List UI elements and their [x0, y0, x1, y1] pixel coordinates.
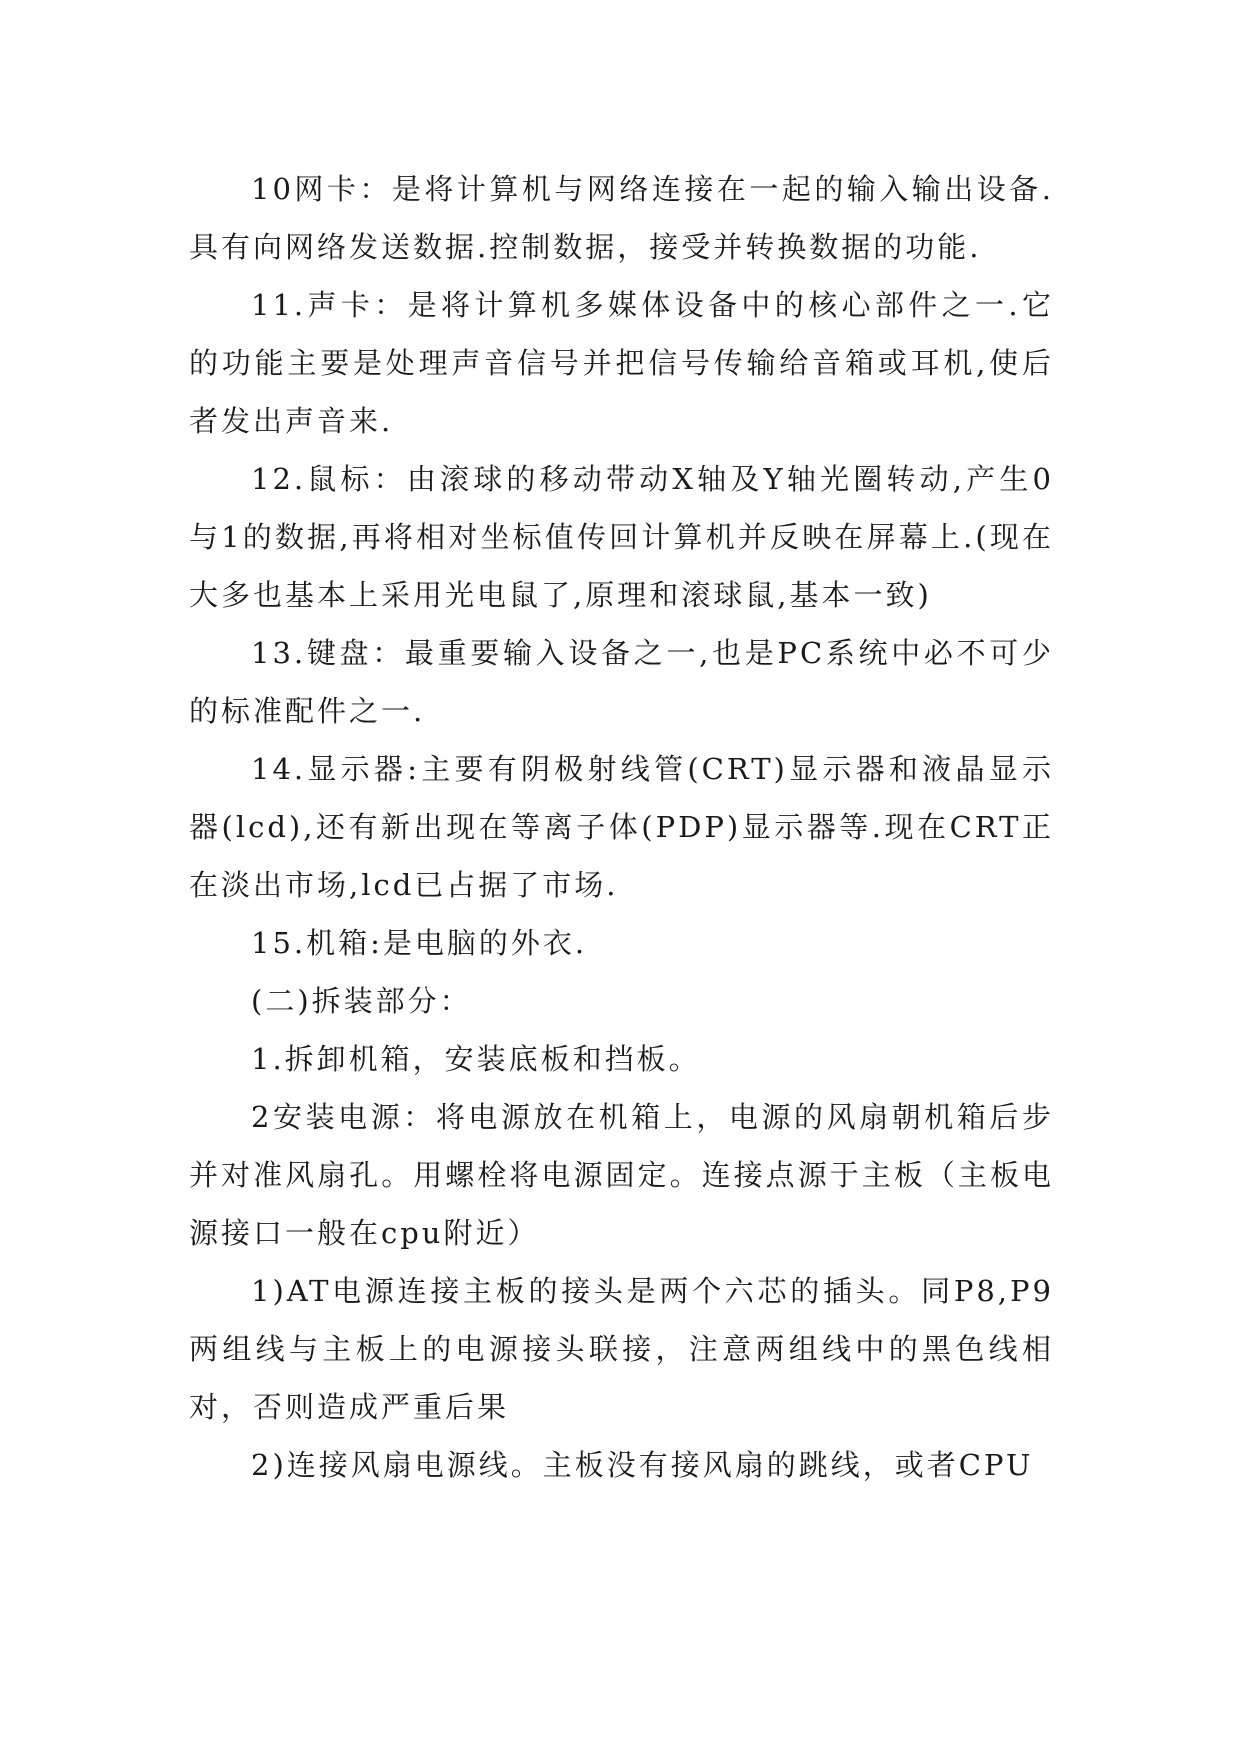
paragraph-substep-2-fan-power: 2)连接风扇电源线。主板没有接风扇的跳线，或者CPU — [251, 1448, 1034, 1482]
paragraph-step-1: 1.拆卸机箱，安装底板和挡板。 — [251, 1042, 701, 1076]
paragraph-chassis: 15.机箱:是电脑的外衣. — [251, 926, 588, 960]
paragraph-monitor: 14.显示器:主要有阴极射线管(CRT)显示器和液晶显示器(lcd),还有新出现在等离子体(PDP)显示器等.现在CRT正在淡出市场,lcd已占据了市场. — [189, 752, 1054, 902]
paragraph-sound-card: 11.声卡：是将计算机多媒体设备中的核心部件之一.它的功能主要是处理声音信号并把信号传输给音箱或耳机,使后者发出声音来. — [189, 288, 1054, 438]
paragraph-substep-1-at-power: 1)AT电源连接主板的接头是两个六芯的插头。同P8,P9两组线与主板上的电源接头联接，注意两组线中的黑色线相对，否则造成严重后果 — [189, 1274, 1054, 1424]
paragraph-keyboard: 13.键盘：最重要输入设备之一,也是PC系统中必不可少的标准配件之一. — [189, 636, 1054, 728]
paragraph-mouse: 12.鼠标：由滚球的移动带动X轴及Y轴光圈转动,产生0与1的数据,再将相对坐标值传回计算机并反映在屏幕上.(现在大多也基本上采用光电鼠了,原理和滚球鼠,基本一致) — [189, 462, 1054, 612]
section-heading-disassembly: (二)拆装部分： — [251, 984, 472, 1018]
paragraph-network-card: 10网卡：是将计算机与网络连接在一起的输入输出设备.具有向网络发送数据.控制数据，接受并转换数据的功能. — [189, 172, 1054, 264]
document-body — [189, 160, 1054, 1494]
paragraph-step-2-power: 2安装电源：将电源放在机箱上，电源的风扇朝机箱后步并对准风扇孔。用螺栓将电源固定。连接点源于主板（主板电源接口一般在cpu附近） — [189, 1100, 1054, 1250]
